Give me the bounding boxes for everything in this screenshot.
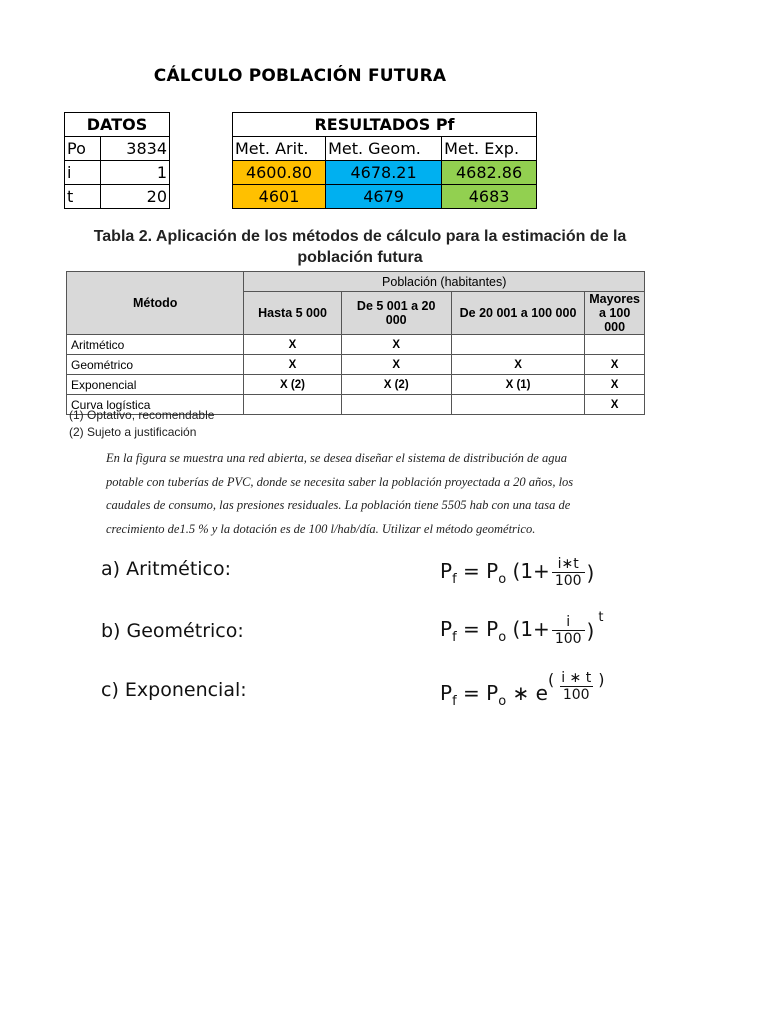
result-arit: 4600.80: [233, 161, 326, 185]
fraction-numerator: i ∗ t: [561, 670, 592, 686]
resultados-header: RESULTADOS Pf: [233, 113, 537, 137]
method-cell: [451, 335, 584, 355]
datos-value: 20: [101, 185, 170, 209]
methods-table: [66, 271, 645, 415]
method-name: Exponencial: [67, 375, 244, 395]
fraction-numerator: i: [566, 614, 571, 630]
fraction: [558, 670, 594, 704]
table-row: [65, 137, 170, 161]
method-header: Método: [67, 272, 244, 335]
datos-header: DATOS: [65, 113, 170, 137]
col-header-geom: Met. Geom.: [326, 137, 442, 161]
problem-line: caudales de consumo, las presiones residuales. La población tiene 5505 hab con una tasa de: [106, 498, 571, 512]
datos-label: Po: [65, 137, 101, 161]
footnote: (1) Optativo, recomendable: [69, 408, 215, 422]
table-row: [67, 335, 645, 355]
table-row: [65, 185, 170, 209]
fraction: [552, 556, 585, 590]
method-cell: X: [585, 355, 645, 375]
method-cell: [451, 395, 584, 415]
method-cell: X: [244, 335, 341, 355]
method-cell: X: [585, 375, 645, 395]
caption-line: Tabla 2. Aplicación de los métodos de cálculo para la estimación de la: [93, 228, 627, 245]
formula-label-geometrico: b) Geométrico:: [101, 620, 244, 642]
footnotes: [69, 407, 214, 441]
table-row: [233, 161, 537, 185]
method-cell: X (1): [451, 375, 584, 395]
method-cell: X: [244, 355, 341, 375]
population-header: Población (habitantes): [244, 272, 645, 292]
page-title: CÁLCULO POBLACIÓN FUTURA: [153, 66, 447, 86]
method-cell: [585, 335, 645, 355]
resultados-table: [232, 112, 537, 209]
caption-line: población futura: [297, 249, 423, 266]
formula-label-exponencial: c) Exponencial:: [101, 679, 247, 701]
range-header: De 20 001 a 100 000: [451, 292, 584, 335]
formula-geometrico: $P_f = P_o$ (1+ $\frac{i}{100}$ ) t: [440, 609, 604, 647]
col-header-exp: Met. Exp.: [442, 137, 537, 161]
fraction-denominator: 100: [552, 630, 585, 648]
method-cell: X: [451, 355, 584, 375]
result-geom-rounded: 4679: [326, 185, 442, 209]
result-exp-rounded: 4683: [442, 185, 537, 209]
formula-label-aritmetico: a) Aritmético:: [101, 558, 232, 580]
table-row: [67, 355, 645, 375]
datos-label: t: [65, 185, 101, 209]
fraction-numerator: i∗t: [557, 556, 579, 572]
formula-aritmetico: $P_f = P_o$ (1+ $\frac{i∗t}{100}$ ): [440, 556, 595, 589]
method-cell: X: [341, 355, 451, 375]
range-header: De 5 001 a 20 000: [341, 292, 451, 335]
method-cell: X: [341, 335, 451, 355]
fraction-denominator: 100: [552, 572, 585, 590]
exponent-t: t: [598, 609, 604, 625]
footnote: (2) Sujeto a justificación: [69, 425, 197, 439]
method-name: Curva logística: [67, 395, 244, 415]
table-row: [65, 161, 170, 185]
fraction-denominator: 100: [560, 686, 593, 704]
table-row: [233, 137, 537, 161]
datos-value: 1: [101, 161, 170, 185]
method-cell: [341, 395, 451, 415]
range-header: Mayores a 100 000: [585, 292, 645, 335]
method-name: Geométrico: [67, 355, 244, 375]
problem-line: potable con tuberías de PVC, donde se necesita saber la población proyectada a 20 años, los: [106, 474, 574, 489]
method-cell: [244, 395, 341, 415]
range-header: Hasta 5 000: [244, 292, 341, 335]
table-row: [233, 185, 537, 209]
method-cell: X: [585, 395, 645, 415]
fraction: [552, 614, 585, 648]
datos-table: [64, 112, 170, 209]
result-arit-rounded: 4601: [233, 185, 326, 209]
table-caption: [90, 226, 630, 268]
method-cell: X (2): [341, 375, 451, 395]
result-geom: 4678.21: [326, 161, 442, 185]
problem-statement: [106, 447, 621, 541]
datos-value: 3834: [101, 137, 170, 161]
col-header-arit: Met. Arit.: [233, 137, 326, 161]
table-row: [67, 375, 645, 395]
method-name: Aritmético: [67, 335, 244, 355]
method-cell: X (2): [244, 375, 341, 395]
problem-line: En la figura se muestra una red abierta, se desea diseñar el sistema de distribución de agua: [106, 451, 567, 465]
problem-line: crecimiento de1.5 % y la dotación es de 100 l/hab/día. Utilizar el método geométrico.: [106, 521, 536, 536]
result-exp: 4682.86: [442, 161, 537, 185]
formula-exponencial: $P_f = P_o$ ∗ e ( $\frac{i ∗ t}{100}$ ): [440, 670, 605, 709]
datos-label: i: [65, 161, 101, 185]
exponent: ( $\frac{i ∗ t}{100}$ ): [547, 670, 605, 703]
